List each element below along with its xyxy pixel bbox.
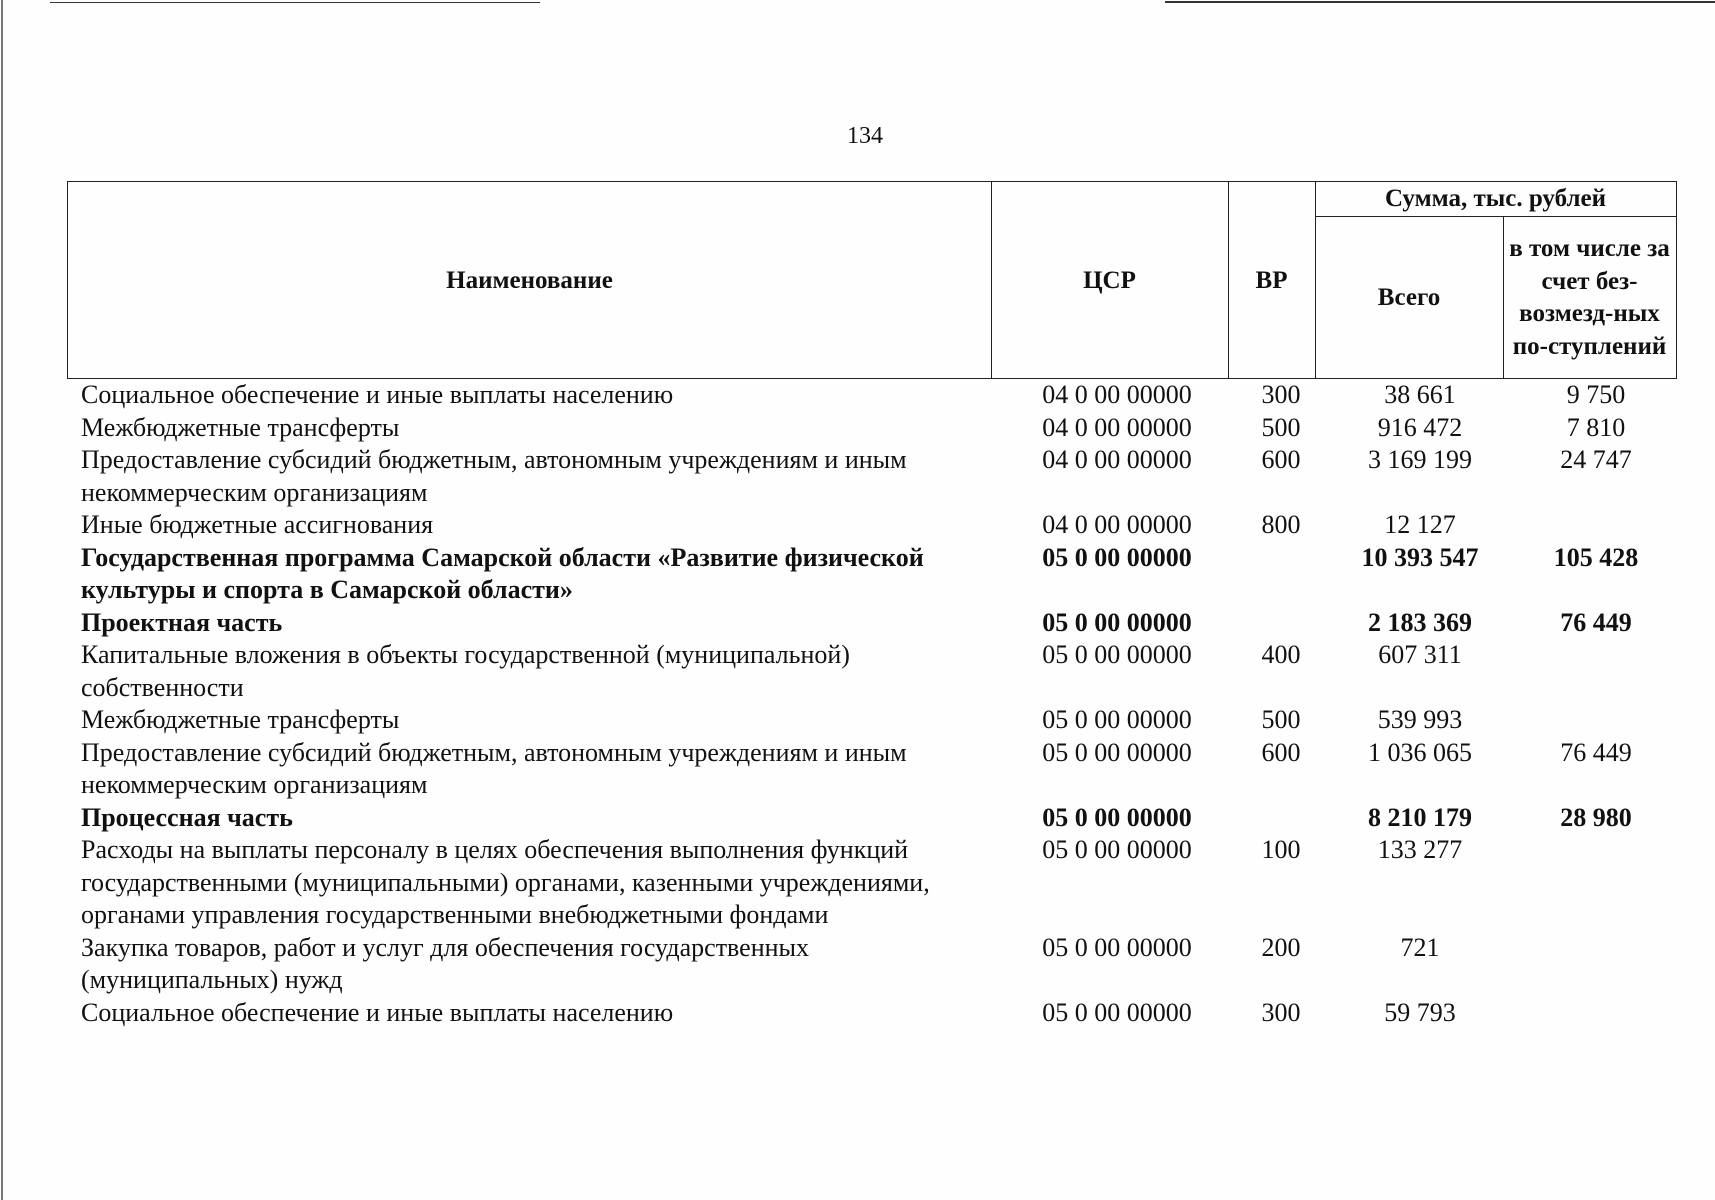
row-total: 12 127 <box>1384 510 1456 539</box>
row-name: Межбюджетные трансферты <box>81 412 400 442</box>
row-vr: 600 <box>1261 445 1301 474</box>
scan-edge-top-left <box>50 2 540 3</box>
row-csr: 05 0 00 00000 <box>1042 607 1192 637</box>
row-csr: 05 0 00 00000 <box>1042 737 1192 767</box>
row-free-receipts: 7 810 <box>1566 412 1626 442</box>
row-total: 8 210 179 <box>1368 802 1472 832</box>
row-csr: 04 0 00 00000 <box>1042 510 1192 539</box>
row-csr: 05 0 00 00000 <box>1042 542 1192 572</box>
row-free-receipts <box>1515 834 1677 932</box>
table-row <box>67 444 1677 509</box>
row-name: Проектная часть <box>81 607 283 637</box>
table-row <box>67 997 1677 1030</box>
table-row <box>67 379 1677 412</box>
row-csr: 04 0 00 00000 <box>1042 445 1192 474</box>
table-row <box>67 932 1677 997</box>
row-vr <box>1237 542 1325 607</box>
row-total: 38 661 <box>1384 380 1456 409</box>
row-name: Государственная программа Самарской области «Развитие физической культуры и спорта в Самарской области» <box>81 542 924 604</box>
row-vr: 100 <box>1261 835 1301 864</box>
row-total: 10 393 547 <box>1361 542 1479 572</box>
table-row <box>67 639 1677 704</box>
row-name: Социальное обеспечение и иные выплаты населению <box>81 997 674 1027</box>
row-csr: 05 0 00 00000 <box>1042 705 1192 734</box>
scan-edge-top-right <box>1165 1 1715 3</box>
row-vr <box>1237 607 1325 640</box>
table-body <box>67 379 1677 1029</box>
row-total: 721 <box>1400 932 1440 962</box>
row-total: 539 993 <box>1377 705 1463 734</box>
row-free-receipts: 9 750 <box>1566 380 1626 409</box>
row-name: Межбюджетные трансферты <box>81 705 400 734</box>
row-name: Капитальные вложения в объекты государственной (муниципальной) собственности <box>81 640 850 702</box>
row-total: 607 311 <box>1378 640 1462 669</box>
row-name: Процессная часть <box>81 802 293 832</box>
row-total: 2 183 369 <box>1368 607 1472 637</box>
row-vr: 400 <box>1261 640 1301 669</box>
header-name: Наименование <box>446 266 613 294</box>
row-vr: 200 <box>1261 932 1301 962</box>
row-vr: 600 <box>1261 737 1301 767</box>
row-name: Иные бюджетные ассигнования <box>81 510 434 539</box>
row-free-receipts: 76 449 <box>1560 737 1632 767</box>
row-vr: 500 <box>1261 412 1301 442</box>
row-free-receipts: 24 747 <box>1560 445 1632 474</box>
row-name: Предоставление субсидий бюджетным, автономным учреждениям и иным некоммерческим организациям <box>81 737 907 799</box>
row-free-receipts: 76 449 <box>1560 607 1632 637</box>
row-free-receipts <box>1515 639 1677 704</box>
table-row <box>67 704 1677 737</box>
row-name: Социальное обеспечение и иные выплаты населению <box>81 380 674 409</box>
row-free-receipts: 28 980 <box>1560 802 1632 832</box>
row-csr: 05 0 00 00000 <box>1042 932 1192 962</box>
row-free-receipts <box>1515 509 1677 542</box>
row-free-receipts <box>1515 704 1677 737</box>
table-row-section <box>67 607 1677 640</box>
row-csr: 05 0 00 00000 <box>1042 997 1192 1027</box>
row-csr: 04 0 00 00000 <box>1042 380 1192 409</box>
row-name: Предоставление субсидий бюджетным, автономным учреждениям и иным некоммерческим организациям <box>81 445 907 507</box>
table-row-program <box>67 542 1677 607</box>
table-row <box>67 737 1677 802</box>
row-vr: 300 <box>1261 380 1301 409</box>
header-total: Всего <box>1377 283 1441 311</box>
row-csr: 05 0 00 00000 <box>1042 640 1192 669</box>
header-sum: Сумма, тыс. рублей <box>1384 184 1607 212</box>
row-csr: 05 0 00 00000 <box>1042 802 1192 832</box>
scan-edge-left <box>1 0 3 1200</box>
row-csr: 05 0 00 00000 <box>1042 835 1192 864</box>
row-free-receipts: 105 428 <box>1553 542 1639 572</box>
row-name: Расходы на выплаты персоналу в целях обеспечения выполнения функций государственными (муниципальными) органами, казенными учреждениями, органами управления государственными внебюджетными фондами <box>81 835 930 929</box>
row-vr <box>1237 802 1325 835</box>
row-total: 59 793 <box>1384 997 1456 1027</box>
table-row <box>67 412 1677 445</box>
row-vr: 800 <box>1261 510 1301 539</box>
row-free-receipts <box>1515 997 1677 1030</box>
table-row <box>67 834 1677 932</box>
table-row-section <box>67 802 1677 835</box>
row-vr: 300 <box>1261 997 1301 1027</box>
row-name: Закупка товаров, работ и услуг для обеспечения государственных (муниципальных) нужд <box>81 932 810 994</box>
header-vr: ВР <box>1255 266 1288 294</box>
row-free-receipts <box>1515 932 1677 997</box>
header-free-receipts: в том числе за счет без-возмезд-ных по-ступлений <box>1509 235 1670 360</box>
header-csr: ЦСР <box>1083 266 1136 294</box>
row-total: 1 036 065 <box>1368 737 1472 767</box>
page-number: 134 <box>847 123 883 149</box>
row-vr: 500 <box>1261 705 1301 734</box>
row-total: 3 169 199 <box>1368 445 1472 474</box>
row-total: 133 277 <box>1377 835 1463 864</box>
row-csr: 04 0 00 00000 <box>1042 412 1192 442</box>
table-row <box>67 509 1677 542</box>
row-total: 916 472 <box>1377 412 1463 442</box>
table-header <box>67 181 1677 379</box>
